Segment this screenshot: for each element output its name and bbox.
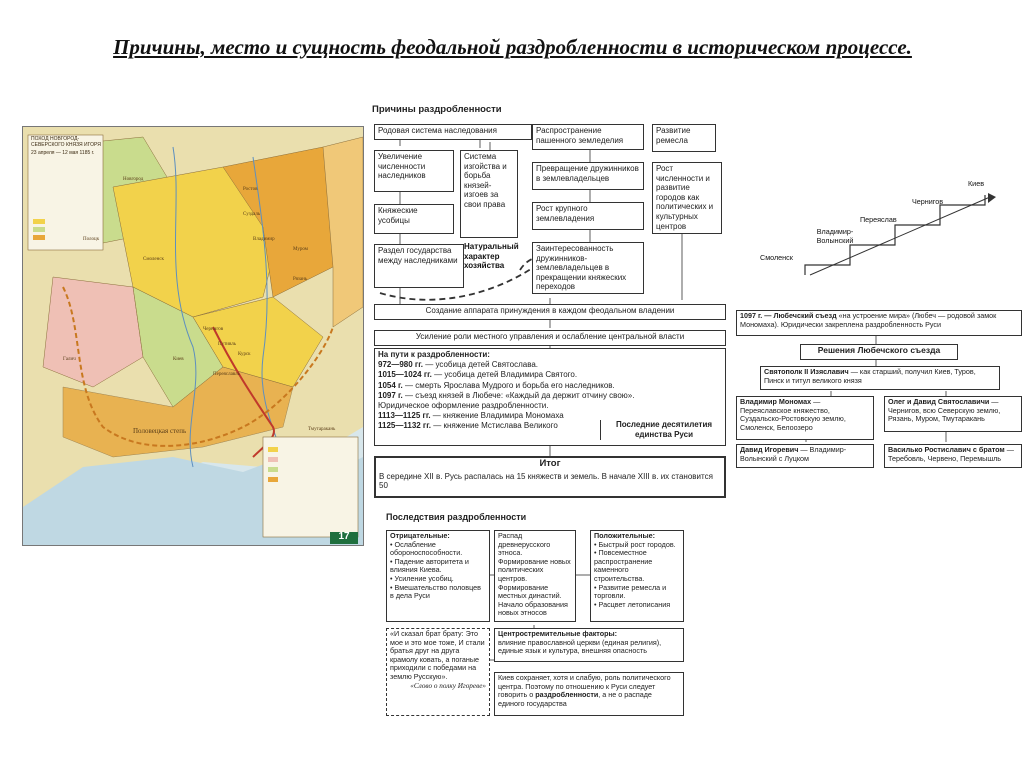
path-item: 1054 г. — смерть Ярослава Мудрого и борьба его наследников. xyxy=(378,380,615,390)
centripetal-title: Центростремительные факторы: xyxy=(498,629,618,638)
cause-box: Княжеские усобицы xyxy=(374,204,454,234)
map-page-number: 17 xyxy=(338,531,350,542)
path-item: 972—980 гг. — усобица детей Святослава. xyxy=(378,360,539,370)
result-text: В середине XII в. Русь распалась на 15 княжеств и земель. В начале XIII в. их становится 50 xyxy=(379,471,713,491)
map-label: Половецкая степь xyxy=(133,427,187,435)
stair-label: Владимир-Волынский xyxy=(816,227,854,245)
stair-label: Чернигов xyxy=(912,197,944,206)
negative-item: • Усиление усобиц. xyxy=(390,573,454,583)
map-graphic xyxy=(23,127,363,545)
negative-item: • Падение авторитета и влияния Киева. xyxy=(390,556,469,575)
negative-box xyxy=(386,530,490,622)
negative-title: Отрицательные: xyxy=(390,531,450,540)
path-legal: Юридическое оформление раздробленности. xyxy=(378,401,549,411)
historical-map xyxy=(22,126,364,546)
cause-box: Раздел государства между наследниками xyxy=(374,244,464,288)
map-dates: 23 апреля — 12 мая 1185 г. xyxy=(31,150,95,156)
lyubech-decisions: Решения Любечского съезда xyxy=(800,344,958,360)
cause-wide-box: Усиление роли местного управления и ослабление центральной власти xyxy=(374,330,726,346)
map-label: Галич xyxy=(63,357,76,362)
middle-box: Распад древнерусского этноса. Формирование новых политических центров. Формирование местных династий. Начало образования новых этносов xyxy=(494,530,576,622)
page-title: Причины, место и сущность феодальной раздробленности в историческом процессе. xyxy=(113,35,912,59)
decision-monomakh: Владимир Мономах — Переяславское княжество, Суздальско-Ростовскую землю, Смоленск, Белоозеро xyxy=(736,396,874,440)
quote-box xyxy=(386,628,490,716)
map-label: Курск xyxy=(238,352,251,357)
cause-box: Распространение пашенного земледелия xyxy=(532,124,644,150)
result-box xyxy=(374,456,726,498)
path-item: 1097 г. — съезд князей в Любече: «Каждый да держит отчину свою». xyxy=(378,390,635,400)
centripetal-box xyxy=(494,628,684,662)
decision-oleg: Олег и Давид Святославичи — Чернигов, всю Северскую землю, Рязань, Муром, Тмутаракань xyxy=(884,396,1022,432)
map-label: Суздаль xyxy=(243,212,261,217)
quote-text: «И сказал брат брату: Это мое и это мое тоже, И стали братья друг на друга крамолу ковать, а поганые приходили с победами на землю Русскую». xyxy=(390,629,485,681)
kiev-box: Киев сохраняет, хотя и слабую, роль политического центра. Поэтому по отношению к Руси следует говорить о раздробленности, а не о распаде единого государства xyxy=(494,672,684,716)
map-header: ПОХОД НОВГОРОД-СЕВЕРСКОГО КНЯЗЯ ИГОРЯ xyxy=(31,136,101,148)
consequences-heading: Последствия раздробленности xyxy=(386,512,527,522)
path-item: 1015—1024 гг. — усобица детей Владимира Святого. xyxy=(378,370,578,380)
decision-svyatopolk: Святополк II Изяславич — как старший, получил Киев, Туров, Пинск и титул великого князя xyxy=(760,366,1000,390)
map-label: Рязань xyxy=(293,277,308,282)
path-item: 1125—1132 гг. — княжение Мстислава Великого xyxy=(378,421,558,431)
map-label: Полоцк xyxy=(83,237,100,242)
quote-source: «Слово о полку Игореве» xyxy=(410,681,486,690)
map-label: Чернигов xyxy=(203,327,224,332)
path-item: 1113—1125 гг. — княжение Владимира Мономаха xyxy=(378,411,564,421)
positive-item: • Развитие ремесла и торговли. xyxy=(594,582,667,601)
positive-title: Положительные: xyxy=(594,531,656,540)
stairs-diagram xyxy=(760,175,1010,285)
map-label: Новгород xyxy=(123,177,144,182)
cause-box: Рост численности и развитие городов как политических и культурных центров xyxy=(652,162,722,234)
negative-item: • Вмешательство половцев в дела Руси xyxy=(390,582,481,601)
cause-box: Заинтересованность дружинников-землевладельцев в прекращении княжеских переходов xyxy=(532,242,644,294)
decision-vasilko: Василько Ростиславич с братом — Теребовль, Червено, Перемышль xyxy=(884,444,1022,468)
map-label: Переяславль xyxy=(213,372,240,377)
positive-item: • Повсеместное распространение каменного строительства. xyxy=(594,548,653,583)
stair-label: Смоленск xyxy=(760,253,793,262)
positive-item: • Расцвет летописания xyxy=(594,599,671,609)
map-label: Муром xyxy=(293,247,308,252)
negative-item: • Ослабление обороноспособности. xyxy=(390,539,463,558)
map-label: Путивль xyxy=(218,342,237,347)
natural-economy: Натуральный характер хозяйства xyxy=(464,242,519,271)
cause-box: Родовая система наследования xyxy=(374,124,532,140)
path-heading: На пути к раздробленности: xyxy=(378,350,490,359)
centripetal-text: влияние православной церкви (единая религия), единые язык и культура, внешняя опасность xyxy=(498,637,662,656)
cause-box: Превращение дружинников в землевладельцев xyxy=(532,162,644,190)
map-label: Тмутаракань xyxy=(308,427,336,432)
positive-item: • Быстрый рост городов. xyxy=(594,539,676,549)
path-box xyxy=(374,348,726,446)
cause-wide-box: Создание аппарата принуждения в каждом феодальном владении xyxy=(374,304,726,320)
map-label: Смоленск xyxy=(143,257,164,262)
cause-box: Система изгойства и борьба князей-изгоев за свои права xyxy=(460,150,518,238)
stair-label: Переяслав xyxy=(860,215,897,224)
cause-box: Рост крупного землевладения xyxy=(532,202,644,230)
lyubech-intro: 1097 г. — Любечский съезд «на устроение мира» (Любеч — родовой замок Мономаха). Юридически закреплена раздробленность Руси xyxy=(736,310,1022,336)
causes-heading: Причины раздробленности xyxy=(372,104,502,115)
cause-box: Развитие ремесла xyxy=(652,124,716,152)
map-label: Ростов xyxy=(243,187,258,192)
last-decades: Последние десятилетия единства Руси xyxy=(600,420,723,440)
result-heading: Итог xyxy=(539,458,561,469)
stair-label: Киев xyxy=(968,179,985,188)
cause-box: Увеличение численности наследников xyxy=(374,150,454,192)
map-label: Киев xyxy=(173,357,184,362)
map-label: Владимир xyxy=(253,237,275,242)
positive-box xyxy=(590,530,684,622)
decision-david: Давид Игоревич — Владимир-Волынский с Луцком xyxy=(736,444,874,468)
